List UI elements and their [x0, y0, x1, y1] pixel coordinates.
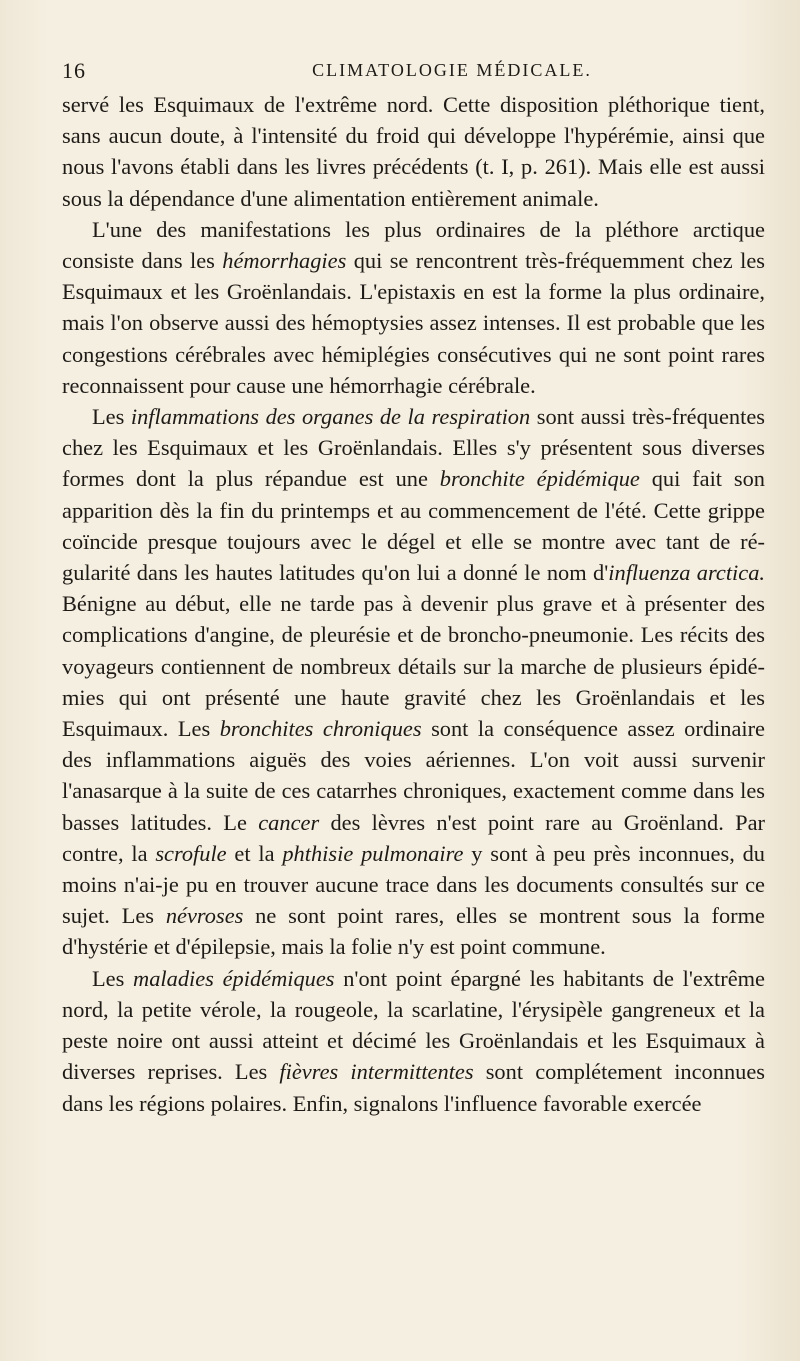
paragraph-1	[62, 89, 765, 214]
body-text	[62, 89, 765, 1119]
text-run: servé les Esquimaux de l'extrême nord. Cette disposition pléthorique tient, sans aucun doute, à l'intensité du froid qui développe l'hypérémie, ainsi que nous l'avons établi dans les livres précédents (t. I, p. 261). Mais elle est aussi sous la dépendance d'une alimentation entièrement animale.	[62, 92, 765, 211]
text-run: qui fait son apparition dès la fin du printemps et au commencement de l'été. Cette grippe coïncide presque toujours avec le dégel et elle se montre avec tant de régularité dans les hautes latitudes qu'on lui a donné le nom d'	[62, 466, 765, 586]
text-run: sont la conséquence assez ordinaire des inflammations aiguës des voies aériennes. L'on voit aussi survenir l'anasarque à la suite de ces catarrhes chroniques, exactement comme dans les basses latitudes. Le	[62, 716, 765, 835]
text-run: ne sont point rares, elles se montrent sous la forme d'hystérie et d'épilepsie, mais la folie n'y est point commune.	[62, 903, 765, 960]
paragraph-3	[62, 401, 765, 963]
italic-term: maladies épidémiques	[133, 965, 335, 991]
text-run: des lèvres n'est point rare au Groënland. Par contre, la	[62, 809, 765, 866]
italic-term: fièvres intermittentes	[279, 1059, 474, 1085]
paragraph-4	[62, 963, 765, 1119]
running-title: CLIMATOLOGIE MÉDICALE.	[312, 60, 592, 80]
text-run: Les	[92, 965, 134, 991]
page-number: 16	[62, 58, 86, 83]
text-run: L'une des manifestations les plus ordinaires de la pléthore arctique consiste dans les	[62, 216, 765, 274]
italic-term: phthisie pulmonaire	[282, 840, 464, 866]
italic-term: inflammations des organes de la respiration	[130, 404, 531, 430]
italic-term: scrofule	[155, 840, 227, 866]
text-run: Les	[92, 404, 131, 430]
italic-term: influenza arctica.	[608, 560, 765, 586]
text-run: n'ont point épargné les habitants de l'extrême nord, la petite vérole, la rougeole, la scarlatine, l'érysipèle gangreneux et la peste noire ont aussi atteint et décimé les Groënlandais et les Esquimaux à diverses reprises. Les	[62, 965, 765, 1085]
text-run: y sont à peu près inconnues, du moins n'ai-je pu en trouver aucune trace dans les documents consultés sur ce sujet. Les	[62, 840, 765, 929]
text-run: qui se rencontrent très-fréquemment chez les Esquimaux et les Groënlandais. L'epistaxis en est la forme la plus ordinaire, mais l'on observe aussi des hémoptysies assez intenses. Il est probable que les congestions cérébrales avec hémiplégies consécutives qui ne sont point rares reconnaissent pour cause une hémorrhagie cérébrale.	[62, 248, 765, 398]
text-run: et la	[226, 840, 283, 866]
italic-term: bronchites chroniques	[219, 716, 422, 742]
italic-term: hémorrhagies	[222, 248, 347, 274]
italic-term: névroses	[165, 903, 244, 929]
text-run: sont complétement inconnues dans les régions polaires. Enfin, signalons l'influence favorable exercée	[62, 1059, 765, 1116]
text-run: Bénigne au début, elle ne tarde pas à devenir plus grave et à présenter des complications d'angine, de pleurésie et de broncho-pneumonie. Les récits des voyageurs contiennent de nombreux détails sur la marche de plusieurs épidémies qui ont présenté une haute gravité chez les Groënlandais et les Esquimaux. Les	[62, 591, 765, 742]
italic-term: bronchite épidémique	[439, 466, 640, 492]
running-head	[62, 58, 752, 88]
text-run: sont aussi très-fréquentes chez les Esquimaux et les Groënlandais. Elles s'y présentent sous diverses formes dont la plus répandue est une	[62, 404, 765, 492]
italic-term: cancer	[258, 809, 320, 835]
paragraph-2	[62, 214, 765, 401]
